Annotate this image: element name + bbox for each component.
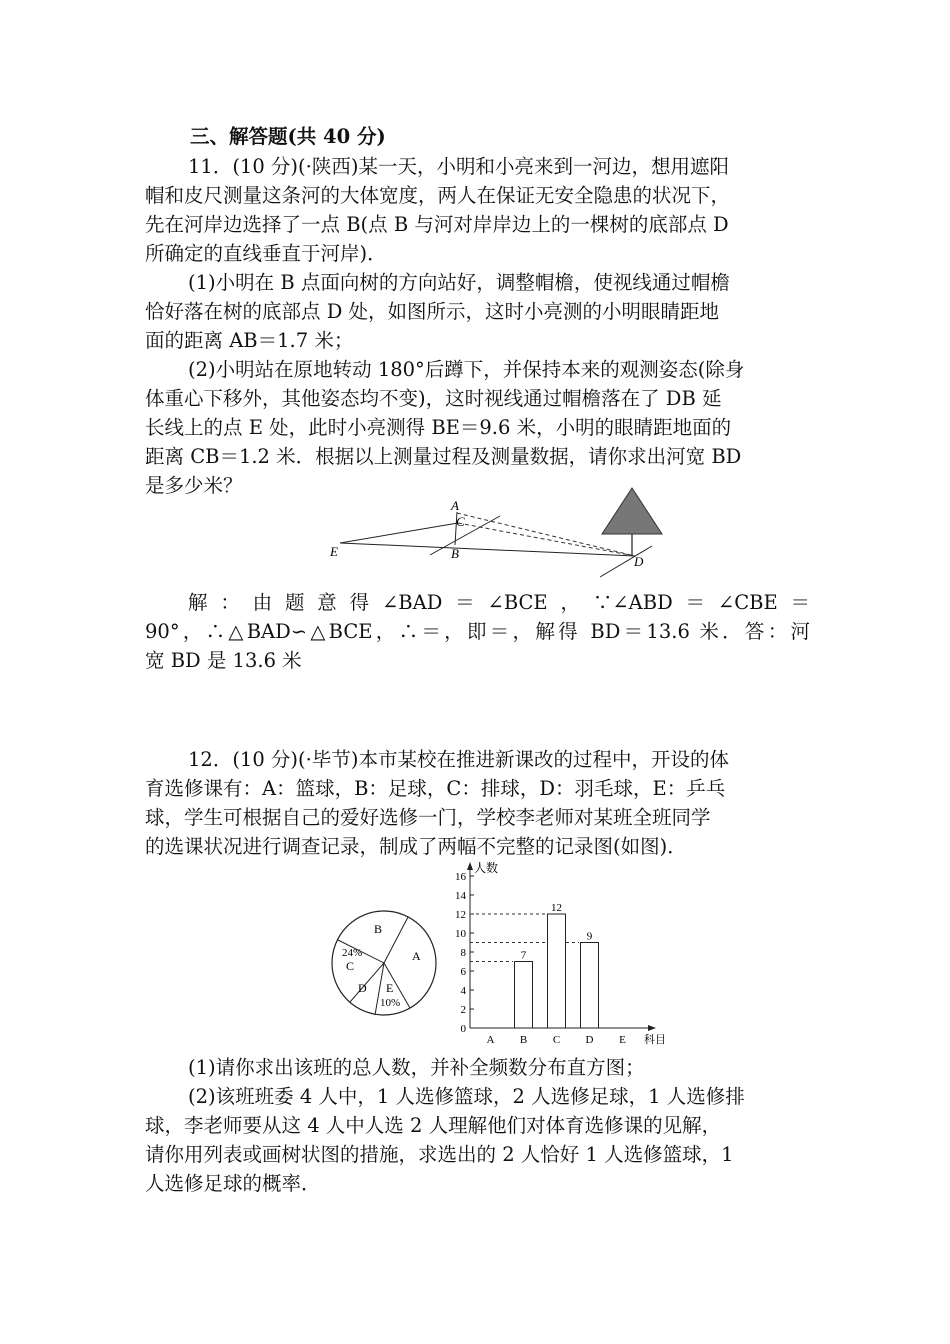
q12-line-2: 育选修课有：A：篮球，B：足球，C：排球，D：羽毛球，E：乒乓 [145, 777, 726, 800]
label-b: B [451, 546, 459, 561]
pie-label-e-pct: 10% [380, 997, 401, 1009]
q11-line-8: (2)小明站在原地转动 180°后蹲下，并保持本来的观测姿态(除身 [188, 358, 745, 381]
q11-solution-3: 宽 BD 是 13.6 米 [145, 649, 302, 672]
pie-label-c-pct: 24% [342, 947, 363, 959]
section-title: 三、解答题(共 40 分) [190, 125, 386, 148]
q12-line-3: 球，学生可根据自己的爱好选修一门，学校李老师对某班全班同学 [145, 806, 711, 829]
label-a: A [451, 498, 459, 513]
label-d: D [634, 554, 644, 569]
q11-figure [0, 0, 950, 600]
y-tick-label: 10 [455, 928, 466, 940]
y-tick-label: 0 [460, 1023, 466, 1035]
q11-line-6: 恰好落在树的底部点 D 处，如图所示，这时小亮测的小明眼睛距地 [145, 300, 720, 323]
q11-line-5: (1)小明在 B 点面向树的方向站好，调整帽檐，使视线通过帽檐 [188, 271, 730, 294]
y-tick-label: 16 [455, 871, 466, 883]
y-tick-label: 14 [455, 890, 466, 902]
q12-part-5: 人选修足球的概率． [145, 1172, 321, 1195]
x-axis-arrow [648, 1025, 656, 1031]
q12-part-2: (2)该班班委 4 人中，1 人选修篮球，2 人选修足球，1 人选修排 [188, 1085, 745, 1108]
x-tick-label: B [519, 1034, 528, 1046]
bar-value-label: 12 [551, 902, 562, 914]
x-tick-label: D [585, 1034, 594, 1046]
q11-solution-1: 解：由题意得∠BAD＝∠BCE，∵∠ABD＝∠CBE＝ [188, 591, 810, 614]
pie-chart [320, 900, 450, 1030]
y-tick-label: 2 [460, 1004, 466, 1016]
x-tick-label: C [552, 1034, 561, 1046]
bar-C [548, 914, 566, 1028]
x-tick-label: E [619, 1034, 626, 1046]
q11-line-11: 距离 CB＝1.2 米．根据以上测量过程及测量数据，请你求出河宽 BD [145, 445, 742, 468]
q11-line-7: 面的距离 AB＝1.7 米； [145, 329, 354, 352]
q11-line-12: 是多少米？ [145, 474, 243, 497]
tree-crown [602, 488, 662, 534]
q11-line-2: 帽和皮尺测量这条河的大体宽度，两人在保证无安全隐患的状况下， [145, 184, 731, 207]
bar-value-label: 9 [586, 930, 593, 943]
q11-line-4: 所确定的直线垂直于河岸)． [145, 242, 387, 265]
crossing-line-d [600, 546, 652, 577]
pie-label-d: D [358, 981, 367, 995]
label-e: E [330, 544, 338, 559]
bar-chart [440, 858, 690, 1053]
pie-label-b: B [374, 922, 383, 936]
y-axis-label: 人数 [474, 861, 499, 875]
x-axis-label: 科目 [644, 1034, 666, 1046]
bar-D [581, 943, 599, 1029]
pie-label-a: A [412, 949, 421, 963]
sightline-ec [340, 523, 458, 543]
y-tick-label: 8 [460, 947, 466, 959]
q11-solution-2: 90°，∴△BAD∽△BCE，∴＝，即＝，解得 BD＝13.6 米．答：河 [145, 620, 810, 643]
q11-line-9: 体重心下移外，其他姿态均不变)，这时视线通过帽檐落在了 DB 延 [145, 387, 722, 410]
y-tick-label: 12 [455, 909, 466, 921]
y-tick-label: 4 [460, 985, 466, 997]
ground-line [340, 543, 635, 556]
pie-label-c: C [346, 959, 355, 973]
q12-part-3: 球，李老师要从这 4 人中人选 2 人理解他们对体育选修课的见解， [145, 1114, 722, 1137]
q12-part-4: 请你用列表或画树状图的措施，求选出的 2 人恰好 1 人选修篮球，1 [145, 1143, 734, 1166]
q11-line-1: 11．(10 分)(·陕西)某一天，小明和小亮来到一河边，想用遮阳 [188, 155, 729, 178]
bar-value-label: 7 [520, 949, 527, 962]
q12-line-4: 的选课状况进行调查记录，制成了两幅不完整的记录图(如图)． [145, 835, 687, 858]
q12-part-1: (1)请你求出该班的总人数，并补全频数分布直方图； [188, 1056, 645, 1079]
bar-B [515, 962, 533, 1029]
x-tick-label: A [486, 1034, 495, 1046]
y-axis-arrow [467, 862, 473, 870]
q12-line-1: 12．(10 分)(·毕节)本市某校在推进新课改的过程中，开设的体 [188, 748, 729, 771]
pie-label-e: E [386, 981, 394, 995]
y-tick-label: 6 [460, 966, 466, 978]
q11-line-10: 长线上的点 E 处，此时小亮测得 BE＝9.6 米，小明的眼睛距地面的 [145, 416, 732, 439]
label-c: C [456, 514, 465, 529]
q11-line-3: 先在河岸边选择了一点 B(点 B 与河对岸岸边上的一棵树的底部点 D [145, 213, 729, 236]
